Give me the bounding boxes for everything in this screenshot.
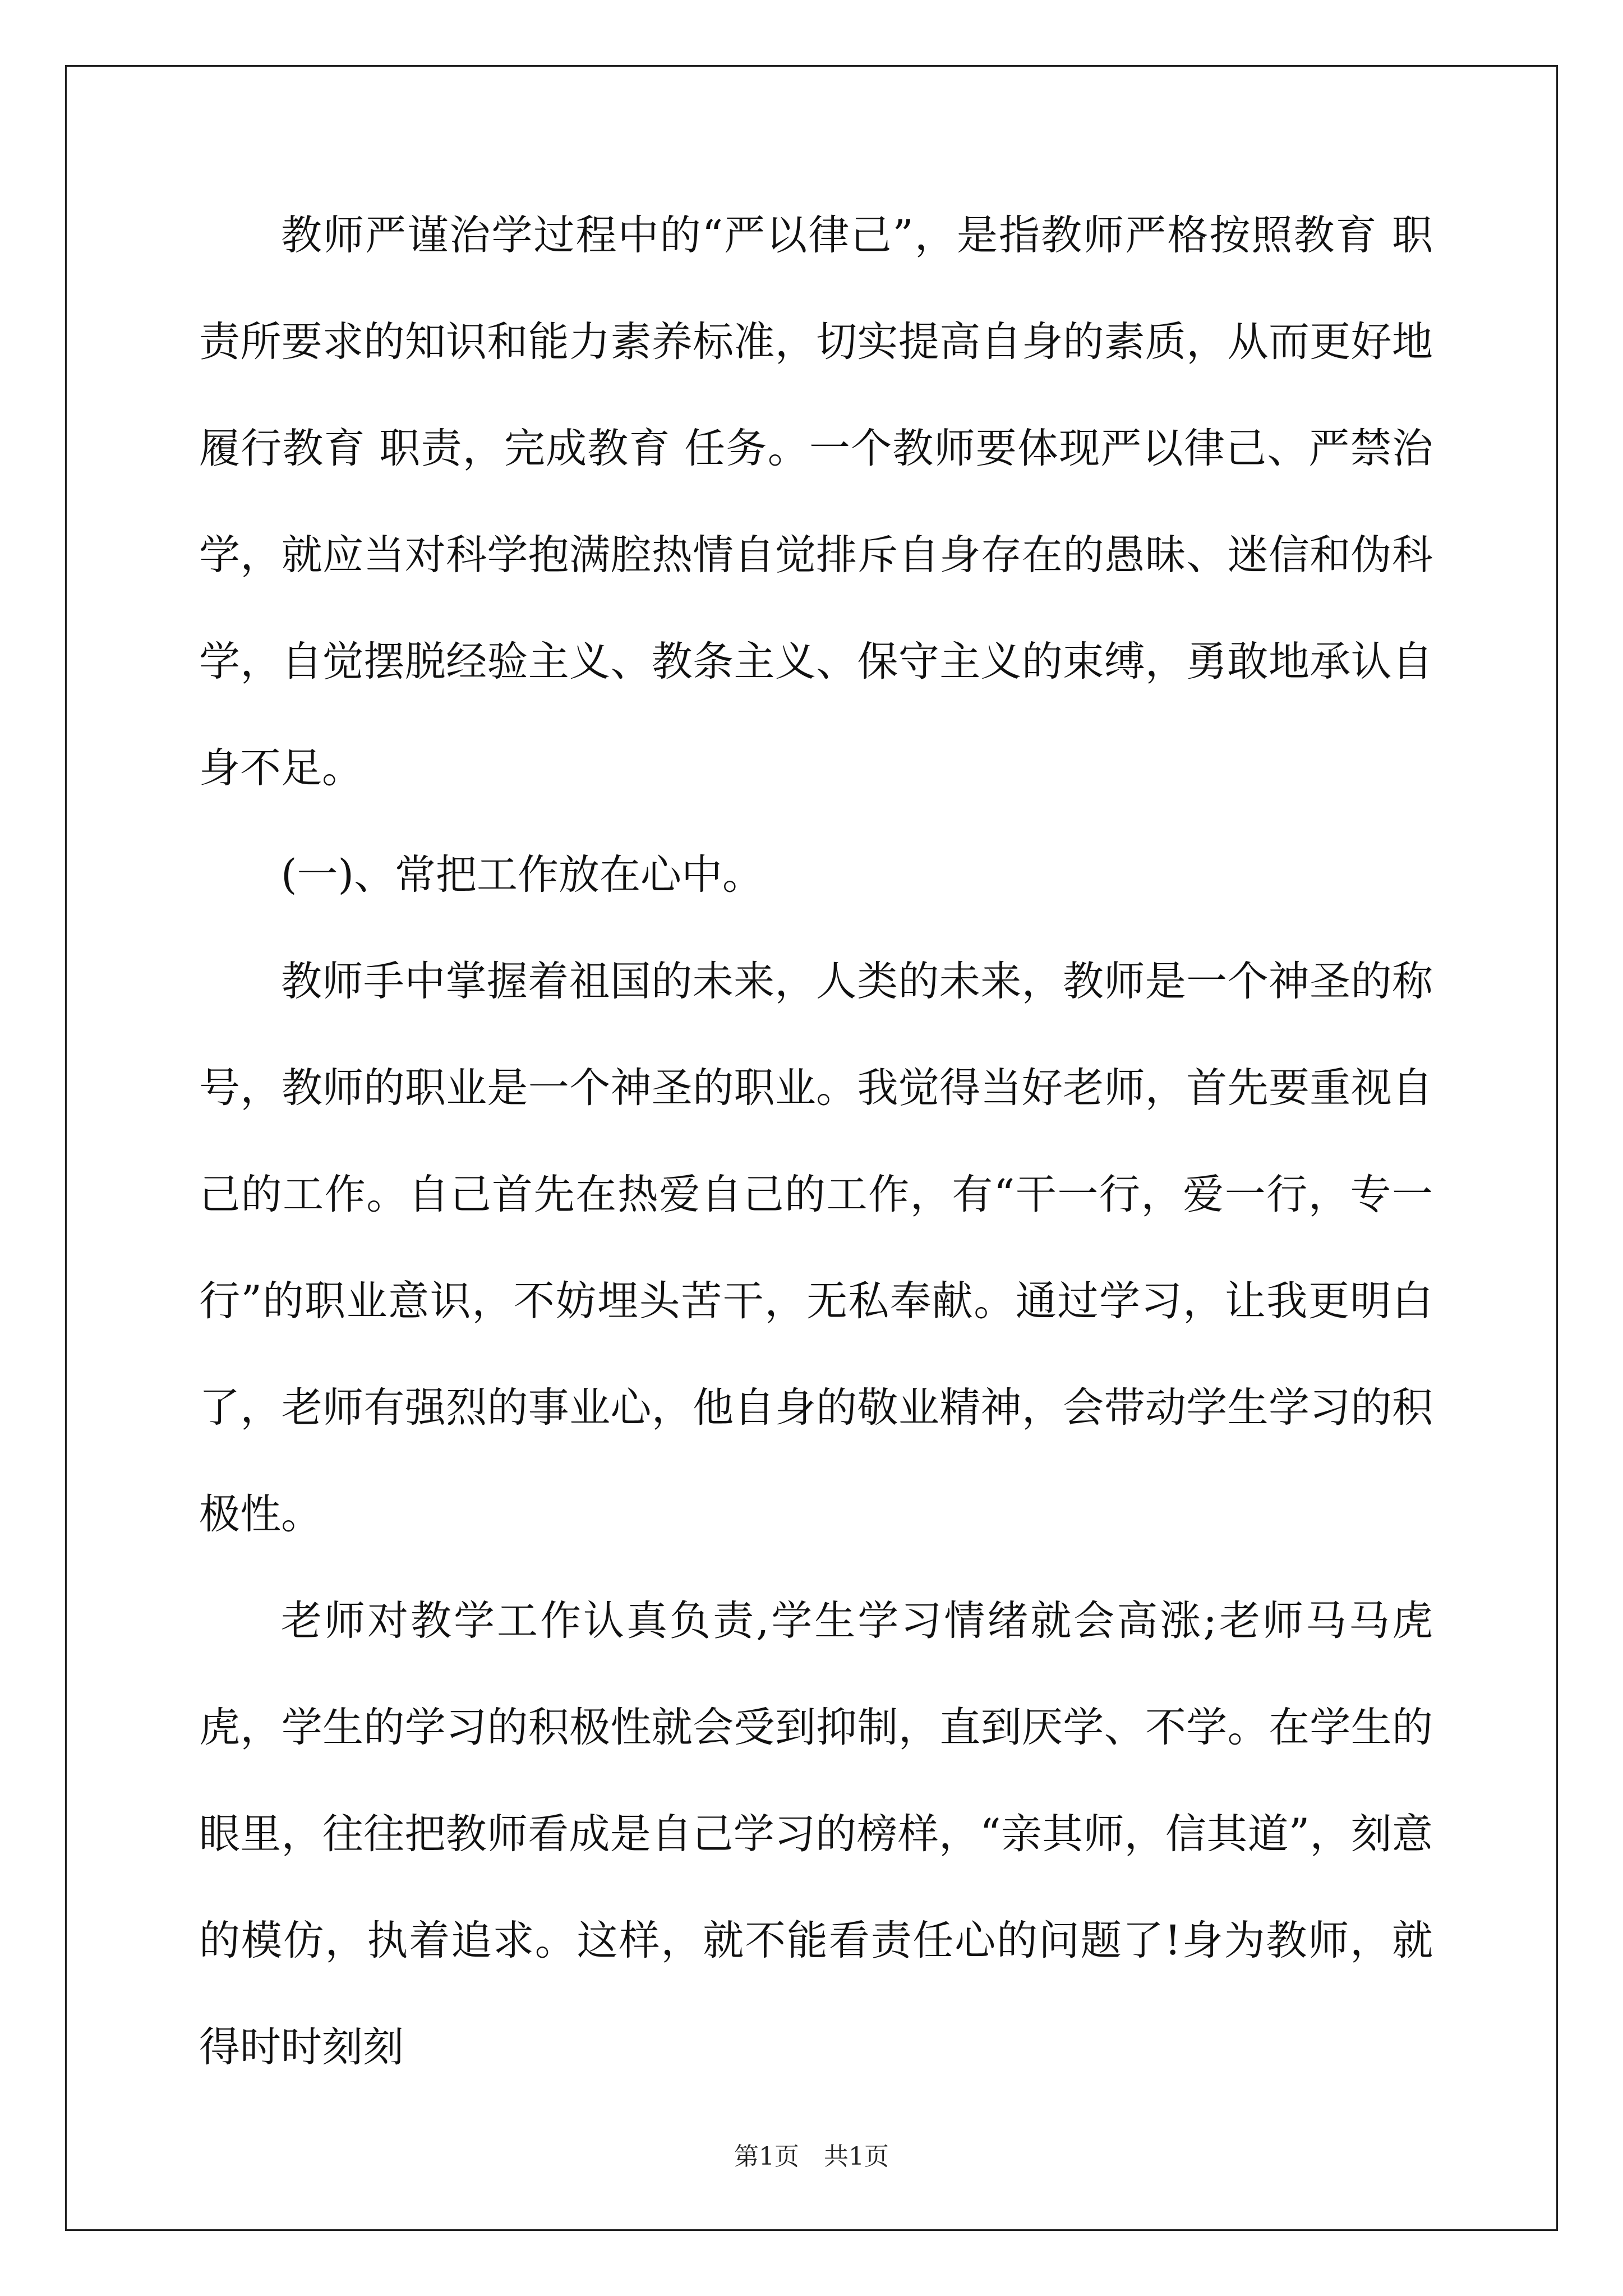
- section-heading: (一)、常把工作放在心中。: [281, 851, 763, 899]
- paragraph-teacher-mission: 教师手中掌握着祖国的未来，人类的未来，教师是一个神圣的称号，教师的职业是一个神圣的职业。我觉得当好老师，首先要重视自己的工作。自己首先在热爱自己的工作，有“干一行，爱一行，专一行”的职业意识，不妨埋头苦干，无私奉献。通过学习，让我更明白了，老师有强烈的事业心，他自身的敬业精神，会带动学生学习的积极性。: [199, 958, 1433, 1538]
- paragraph-teacher-responsibility: 老师对教学工作认真负责,学生学习情绪就会高涨;老师马马虎虎，学生的学习的积极性就会受到抑制，直到厌学、不学。在学生的眼里，往往把教师看成是自己学习的榜样，“亲其师，信其道”，刻意的模仿，执着追求。这样，就不能看责任心的问题了!身为教师，就得时时刻刻: [199, 1597, 1433, 2071]
- paragraph-strict-self-discipline: 教师严谨治学过程中的“严以律己”，是指教师严格按照教育 职责所要求的知识和能力素养标准，切实提高自身的素质，从而更好地履行教育 职责，完成教育 任务。一个教师要体现严以律己、严禁治学，就应当对科学抱满腔热情自觉排斥自身存在的愚昧、迷信和伪科学，自觉摆脱经验主义、教条主义、保守主义的束缚，勇敢地承认自身不足。: [199, 211, 1433, 792]
- page-footer: 第1页 共1页: [734, 2142, 889, 2171]
- document-body: [199, 182, 1433, 2101]
